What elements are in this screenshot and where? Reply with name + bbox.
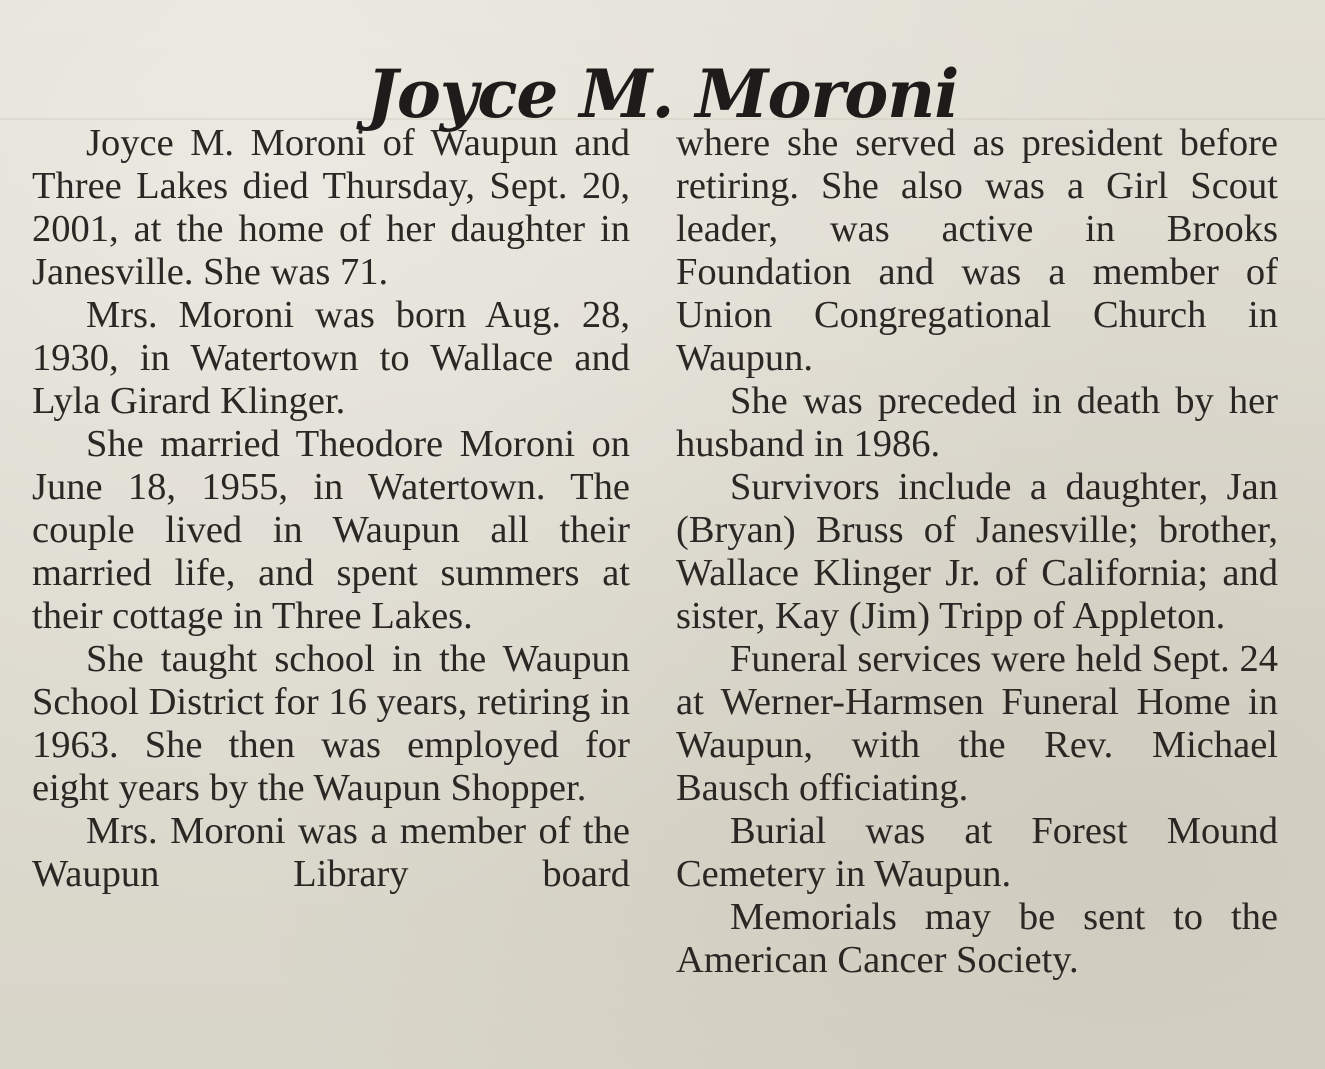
paragraph-memberships: Mrs. Moroni was a member of the Waupun Library board <box>32 810 630 895</box>
paragraph-death-notice: Joyce M. Moroni of Waupun and Three Lakes died Thursday, Sept. 20, 2001, at the home of her daughter in Janesville. She was 71. <box>32 122 630 293</box>
paragraph-marriage: She married Theodore Moroni on June 18, 1955, in Watertown. The couple lived in Waupun all their married life, and spent summers at their cottage in Three Lakes. <box>32 423 630 637</box>
right-column <box>676 122 1278 982</box>
left-column <box>32 122 630 896</box>
paragraph-funeral-services: Funeral services were held Sept. 24 at Werner-Harmsen Funeral Home in Waupun, with the Rev. Michael Bausch officiating. <box>676 638 1278 809</box>
paragraph-preceded-in-death: She was preceded in death by her husband in 1986. <box>676 380 1278 465</box>
paragraph-memorials: Memorials may be sent to the American Cancer Society. <box>676 896 1278 981</box>
paragraph-birth: Mrs. Moroni was born Aug. 28, 1930, in Watertown to Wallace and Lyla Girard Klinger. <box>32 294 630 422</box>
paragraph-burial: Burial was at Forest Mound Cemetery in Waupun. <box>676 810 1278 895</box>
paragraph-career: She taught school in the Waupun School District for 16 years, retiring in 1963. She then was employed for eight years by the Waupun Shopper. <box>32 638 630 809</box>
paragraph-survivors: Survivors include a daughter, Jan (Bryan) Bruss of Janesville; brother, Wallace Klinger Jr. of California; and sister, Kay (Jim) Tripp of Appleton. <box>676 466 1278 637</box>
paragraph-memberships-continued: where she served as president before retiring. She also was a Girl Scout leader, was active in Brooks Foundation and was a member of Union Congregational Church in Waupun. <box>676 122 1278 379</box>
obituary-headline: Joyce M. Moroni <box>366 55 959 134</box>
